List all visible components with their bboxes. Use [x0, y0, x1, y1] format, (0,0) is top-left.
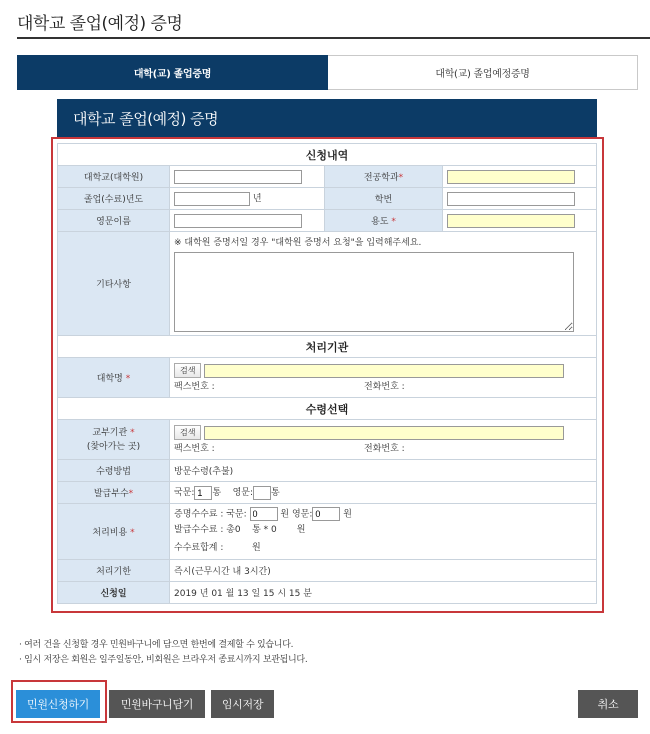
receive-method-value: 방문수령(추불) — [170, 460, 597, 482]
korean-copies-unit: 통 — [212, 488, 222, 499]
label-university: 대학교(대학원) — [58, 166, 170, 188]
label-copies: 발급부수* — [58, 482, 170, 504]
label-student-id: 학번 — [325, 188, 443, 210]
fee-english-label: 영문: — [291, 509, 313, 520]
tab-bar — [17, 55, 638, 90]
label-purpose: 용도 * — [325, 210, 443, 232]
label-fee: 처리비용 * — [58, 504, 170, 560]
apply-date-value: 2019 년 01 월 13 일 15 시 15 분 — [170, 582, 597, 604]
notes — [19, 638, 307, 668]
label-other: 기타사항 — [58, 232, 170, 336]
tab-expected-graduation-certificate[interactable]: 대학(교) 졸업예정증명 — [328, 55, 638, 90]
label-major: 전공학과* — [325, 166, 443, 188]
label-grad-year: 졸업(수료)년도 — [58, 188, 170, 210]
year-unit: 년 — [252, 194, 262, 205]
univ-phone-label: 전화번호 : — [364, 382, 405, 392]
form-highlight-box — [51, 137, 604, 613]
deadline-value: 즉시(근무시간 내 3시간) — [170, 560, 597, 582]
label-issuing-org: 교부기관 * (찾아가는 곳) — [58, 420, 170, 460]
fee-line3: 수수료합계 : 원 — [174, 542, 261, 553]
korean-copies-label: 국문: — [174, 488, 195, 499]
issuing-org-search-button[interactable]: 검색 — [174, 425, 201, 440]
cancel-button[interactable]: 취소 — [578, 690, 638, 718]
other-note: ※ 대학원 증명서일 경우 "대학원 증명서 요청"을 입력해주세요. — [174, 238, 422, 248]
univ-search-button[interactable]: 검색 — [174, 363, 201, 378]
fee-won1: 원 — [280, 509, 290, 520]
fee-won2: 원 — [343, 509, 352, 520]
english-copies-unit: 통 — [271, 488, 280, 499]
label-english-name: 영문이름 — [58, 210, 170, 232]
section-application: 신청내역 — [58, 144, 597, 166]
fee-line2: 발급수수료 : 총0 통 * 0 원 — [174, 524, 306, 535]
tab-graduation-certificate[interactable]: 대학(교) 졸업증명 — [17, 55, 328, 90]
note-basket: · 여러 건을 신청할 경우 민원바구니에 담으면 한번에 결제할 수 있습니다. — [19, 640, 294, 650]
temp-save-button[interactable]: 임시저장 — [211, 690, 274, 718]
section-processing-org: 처리기관 — [58, 336, 597, 358]
add-to-basket-button[interactable]: 민원바구니담기 — [109, 690, 205, 718]
label-apply-date: 신청일 — [58, 582, 170, 604]
label-deadline: 처리기한 — [58, 560, 170, 582]
form-header: 대학교 졸업(예정) 증명 — [57, 99, 597, 139]
note-temp-save: · 임시 저장은 회원은 일주일동안, 비회원은 브라우저 종료시까지 보관됩니다. — [19, 655, 308, 665]
label-univ-name: 대학명 * — [58, 358, 170, 398]
issuing-phone-label: 전화번호 : — [364, 444, 405, 454]
title-divider — [17, 37, 650, 39]
fee-line1-prefix: 증명수수료 : 국문: — [174, 509, 247, 520]
univ-fax-label: 팩스번호 : — [174, 382, 215, 392]
apply-button[interactable]: 민원신청하기 — [16, 690, 100, 718]
label-receive-method: 수령방법 — [58, 460, 170, 482]
section-receipt: 수령선택 — [58, 398, 597, 420]
issuing-fax-label: 팩스번호 : — [174, 444, 215, 454]
english-copies-label: 영문: — [232, 488, 253, 499]
page-title: 대학교 졸업(예정) 증명 — [17, 14, 183, 34]
